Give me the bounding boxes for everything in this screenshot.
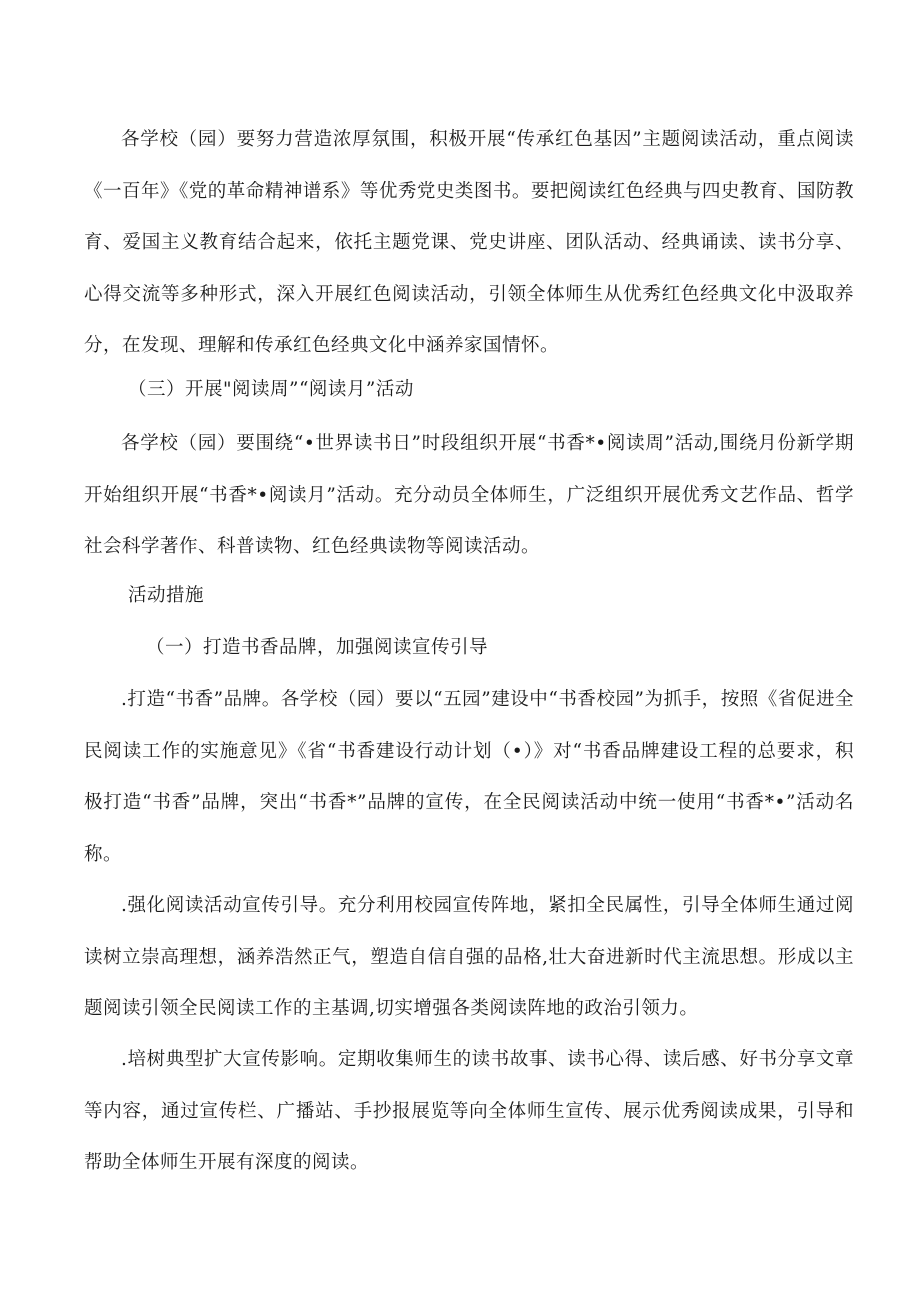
paragraph-brand: .打造“书香”品牌。各学校（园）要以“五园”建设中“书香校园”为抓手，按照《省促进全民阅读工作的实施意见》《省“书香建设行动计划（•）》对“书香品牌建设工程的总要求，积极打造“书香”品牌，突出“书香*”品牌的宣传，在全民阅读活动中统一使用“书香*•”活动名称。 [84, 689, 854, 865]
paragraph-red-reading: 各学校（园）要努力营造浓厚氛围，积极开展“传承红色基因”主题阅读活动，重点阅读《一百年》《党的革命精神谱系》等优秀党史类图书。要把阅读红色经典与四史教育、国防教育、爱国主义教育结合起来，依托主题党课、党史讲座、团队活动、经典诵读、读书分享、心得交流等多种形式，深入开展红色阅读活动，引领全体师生从优秀红色经典文化中汲取养分，在发现、理解和传承红色经典文化中涵养家国情怀。 [84, 129, 854, 356]
subheading-brand: （一）打造书香品牌，加强阅读宣传引导 [146, 637, 489, 658]
section-heading-reading-week: （三）开展"阅读周”“阅读月”活动 [128, 379, 414, 400]
paragraph-publicity: .强化阅读活动宣传引导。充分利用校园宣传阵地，紧扣全民属性，引导全体师生通过阅读树立崇高理想，涵养浩然正气，塑造自信自强的品格,壮大奋进新时代主流思想。形成以主题阅读引领全民阅读工作的主基调,切实增强各类阅读阵地的政治引领力。 [84, 895, 854, 1019]
section-heading-measures: 活动措施 [128, 585, 205, 606]
paragraph-models: .培树典型扩大宣传影响。定期收集师生的读书故事、读书心得、读后感、好书分享文章等内容，通过宣传栏、广播站、手抄报展览等向全体师生宣传、展示优秀阅读成果，引导和帮助全体师生开展有深度的阅读。 [84, 1049, 854, 1173]
paragraph-reading-week: 各学校（园）要围绕“•世界读书日”时段组织开展“书香*•阅读周”活动,围绕月份新学期开始组织开展“书香*•阅读月”活动。充分动员全体师生，广泛组织开展优秀文艺作品、哲学社会科学著作、科普读物、红色经典读物等阅读活动。 [84, 433, 854, 557]
